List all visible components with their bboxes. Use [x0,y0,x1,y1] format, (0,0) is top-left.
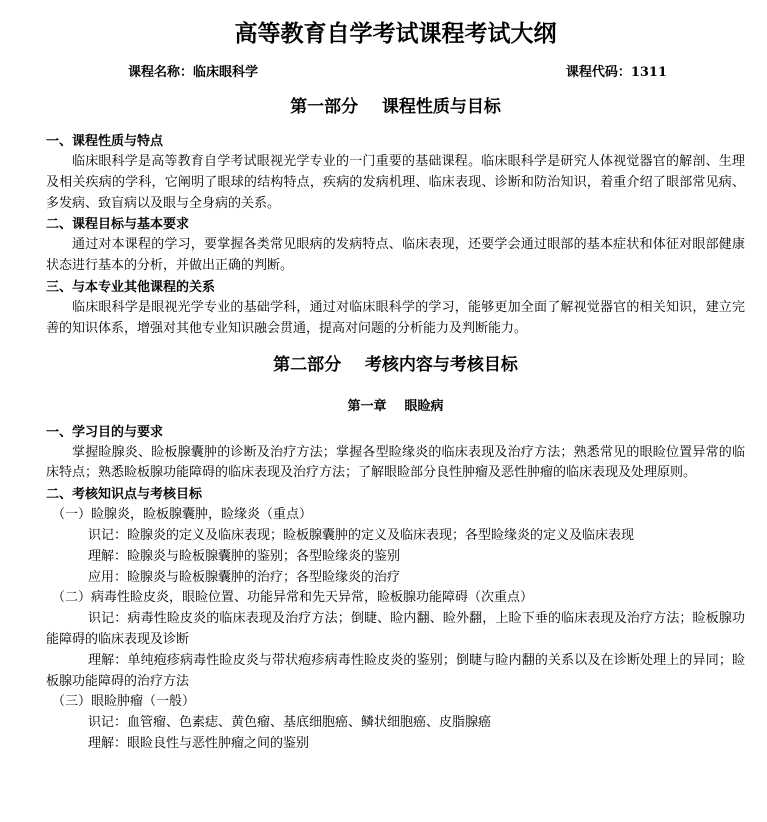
part-one-section-2 [46,214,745,277]
topic-item: 理解：眼睑良性与恶性肿瘤之间的鉴别 [88,735,310,751]
section-body: 通过对本课程的学习，要掌握各类常见眼病的发病特点、临床表现，还要学会通过眼部的基本症状和体征对眼部健康状态进行基本的分析，并做出正确的判断。 [46,237,745,274]
topic-item: 理解：单纯疱疹病毒性睑皮炎与带状疱疹病毒性睑皮炎的鉴别；倒睫与睑内翻的关系以及在诊断处理上的异同；睑板腺功能障碍的治疗方法 [46,652,745,689]
topic-item: 应用：睑腺炎与睑板腺囊肿的治疗；各型睑缘炎的治疗 [88,569,401,585]
topic-2 [46,588,745,692]
section-heading: 三、与本专业其他课程的关系 [46,279,216,295]
topic-3 [46,692,745,754]
part-two-title: 第二部分 考核内容与考核目标 [273,354,518,375]
part-one-title: 第一部分 课程性质与目标 [290,97,501,117]
document-title: 高等教育自学考试课程考试大纲 [234,20,557,47]
course-meta-row [46,62,745,84]
assessment-points-section [46,484,745,755]
topic-item: 识记：血管瘤、色素痣、黄色瘤、基底细胞癌、鳞状细胞癌、皮脂腺癌 [88,715,492,731]
topic-heading: （二）病毒性睑皮炎，眼睑位置、功能异常和先天异常，睑板腺功能障碍（次重点） [52,590,534,606]
section-heading: 一、课程性质与特点 [46,134,164,149]
course-code: 课程代码：1311 [565,65,667,80]
section-heading: 一、学习目的与要求 [46,424,164,440]
topic-item: 识记：病毒性睑皮炎的临床表现及治疗方法；倒睫、睑内翻、睑外翻，上睑下垂的临床表现及治疗方法；睑板腺功能障碍的临床表现及诊断 [46,611,745,647]
section-body: 临床眼科学是眼视光学专业的基础学科，通过对临床眼科学的学习，能够更加全面了解视觉器官的相关知识，建立完善的知识体系，增强对其他专业知识融会贯通，提高对问题的分析能力及判断能力。 [46,299,745,336]
course-name: 课程名称：临床眼科学 [128,65,259,80]
section-heading: 二、考核知识点与考核目标 [46,487,203,503]
topic-heading: （三）眼睑肿瘤（一般） [52,694,196,710]
topic-item: 理解：睑腺炎与睑板腺囊肿的鉴别；各型睑缘炎的鉴别 [88,548,401,564]
topic-1 [46,505,745,588]
part-one-section-1 [46,131,745,214]
part-one-section-3 [46,277,745,340]
chapter-title: 第一章 眼睑病 [347,398,444,414]
topic-item: 识记：睑腺炎的定义及临床表现；睑板腺囊肿的定义及临床表现；各型睑缘炎的定义及临床表现 [88,527,635,543]
section-heading: 二、课程目标与基本要求 [46,217,190,233]
topic-heading: （一）睑腺炎，睑板腺囊肿，睑缘炎（重点） [52,507,313,523]
section-body: 掌握睑腺炎、睑板腺囊肿的诊断及治疗方法；掌握各型睑缘炎的临床表现及治疗方法；熟悉常见的眼睑位置异常的临床特点；熟悉睑板腺功能障碍的临床表现及治疗方法；了解眼睑部分良性肿瘤及恶性肿瘤的临床表现及处理原则。 [46,444,745,481]
learning-goals-section [46,422,745,485]
section-body: 临床眼科学是高等教育自学考试眼视光学专业的一门重要的基础课程。临床眼科学是研究人体视觉器官的解剖、生理及相关疾病的学科，它阐明了眼球的结构特点，疾病的发病机理、临床表现、诊断和防治知识，着重介绍了眼部常见病、多发病、致盲病以及眼与全身病的关系。 [46,154,745,211]
